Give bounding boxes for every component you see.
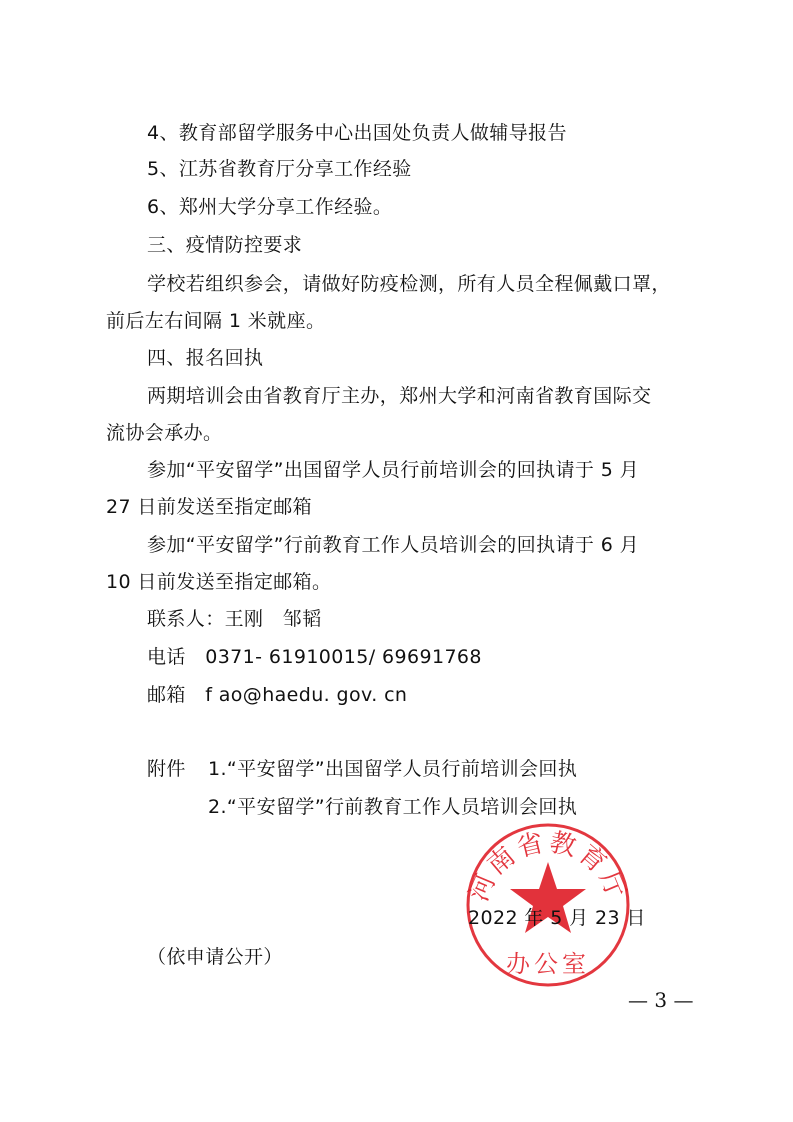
paragraph-receipt-2b: 10 日前发送至指定邮箱。 xyxy=(106,571,332,593)
page-number: — 3 — xyxy=(628,988,694,1012)
contact-email: 邮箱 f ao@haedu. gov. cn xyxy=(147,684,408,706)
disclosure-note: （依申请公开） xyxy=(147,946,283,968)
section-heading-epidemic: 三、疫情防控要求 xyxy=(147,234,303,256)
section-heading-registration: 四、报名回执 xyxy=(147,347,264,369)
svg-text:河南省教育厅: 河南省教育厅 xyxy=(464,827,632,906)
contact-person: 联系人：王刚 邹韬 xyxy=(147,608,322,630)
agenda-item-6: 6、郑州大学分享工作经验。 xyxy=(147,196,393,218)
attachment-item-1: 1.“平安留学”出国留学人员行前培训会回执 xyxy=(208,758,578,780)
contact-phone: 电话 0371- 61910015/ 69691768 xyxy=(147,646,482,668)
paragraph-receipt-1a: 参加“平安留学”出国留学人员行前培训会的回执请于 5 月 xyxy=(147,459,640,481)
paragraph-organizers-2: 流协会承办。 xyxy=(106,422,223,444)
agenda-item-4: 4、教育部留学服务中心出国处负责人做辅导报告 xyxy=(147,122,567,144)
attachments-label: 附件 xyxy=(147,758,186,780)
paragraph-organizers-1: 两期培训会由省教育厅主办，郑州大学和河南省教育国际交 xyxy=(147,385,652,407)
paragraph-receipt-2a: 参加“平安留学”行前教育工作人员培训会的回执请于 6 月 xyxy=(147,534,640,556)
signature-date: 2022 年 5 月 23 日 xyxy=(468,907,646,929)
attachment-item-2: 2.“平安留学”行前教育工作人员培训会回执 xyxy=(208,796,578,818)
svg-text:办公室: 办公室 xyxy=(506,950,590,978)
paragraph-epidemic-2: 前后左右间隔 1 米就座。 xyxy=(106,310,326,332)
agenda-item-5: 5、江苏省教育厅分享工作经验 xyxy=(147,158,412,180)
official-seal xyxy=(463,820,633,990)
paragraph-epidemic-1: 学校若组织参会，请做好防疫检测，所有人员全程佩戴口罩， xyxy=(147,273,671,295)
paragraph-receipt-1b: 27 日前发送至指定邮箱 xyxy=(106,496,313,518)
